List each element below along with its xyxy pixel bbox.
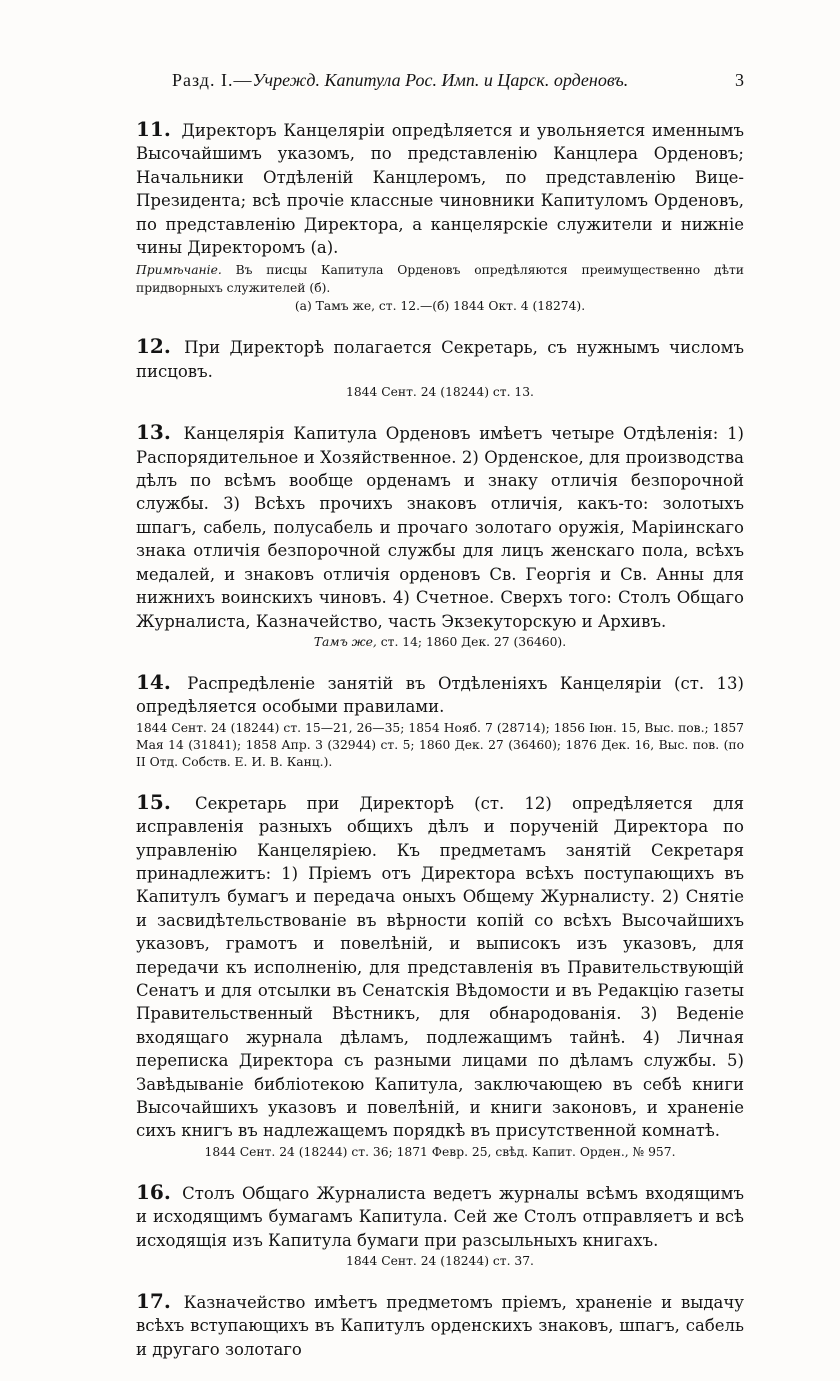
note-text: Въ писцы Капитула Орденовъ опредѣляются преимущественно дѣти придворныхъ служителей (б). bbox=[136, 263, 744, 296]
article-text: Канцелярія Капитула Орденовъ имѣетъ четыре Отдѣленія: 1) Распорядительное и Хозяйственное. 2) Орденское, для производства дѣлъ по всѣмъ вообще орденамъ и знаку отличія безпорочной службы. 3) Всѣхъ прочихъ знаковъ отличія, какъ-то: золотыхъ шпагъ, сабель, полусабель и прочаго золотаго оружія, Маріинскаго знака отличія безпорочной службы для лицъ женскаго пола, всѣхъ медалей, и знаковъ отличія орденовъ Св. Георгія и Св. Анны для нижнихъ воинскихъ чиновъ. 4) Счетное. Сверхъ того: Столъ Общаго Журналиста, Казначейство, часть Экзекуторскую и Архивъ. bbox=[136, 424, 744, 631]
section-label: Разд. I.— bbox=[172, 70, 253, 90]
article-number: 16. bbox=[136, 1179, 171, 1204]
article-number: 13. bbox=[136, 420, 171, 445]
article-11 bbox=[136, 118, 744, 315]
source-ref: ст. 14; 1860 Дек. 27 (36460). bbox=[380, 634, 567, 649]
article-source: 1844 Сент. 24 (18244) ст. 15—21, 26—35; 1854 Нояб. 7 (28714); 1856 Іюн. 15, Выс. пов.; 1857 Мая 14 (31841); 1858 Апр. 3 (32944) ст. 5; 1860 Дек. 27 (36460); 1876 Дек. 16, Выс. пов. (по II Отд. Собств. Е. И. В. Канц.). bbox=[136, 720, 744, 769]
note-lead: Примѣчаніе. bbox=[136, 263, 222, 278]
article-source: 1844 Сент. 24 (18244) ст. 36; 1871 Февр. 25, свѣд. Капит. Орден., № 957. bbox=[204, 1144, 676, 1159]
page bbox=[136, 70, 744, 1381]
article-body bbox=[136, 118, 744, 259]
article-number: 12. bbox=[136, 334, 171, 359]
article-note bbox=[136, 261, 744, 297]
article-source: (а) Тамъ же, ст. 12.—(б) 1844 Окт. 4 (18274). bbox=[294, 299, 586, 314]
article-source: 1844 Сент. 24 (18244) ст. 37. bbox=[346, 1254, 534, 1269]
article-text: При Директорѣ полагается Секретарь, съ нужнымъ числомъ писцовъ. bbox=[136, 338, 744, 381]
article-body bbox=[136, 791, 744, 1143]
article-number: 15. bbox=[136, 789, 171, 814]
article-text: Распредѣленіе занятій въ Отдѣленіяхъ Канцеляріи (ст. 13) опредѣляется особыми правилами. bbox=[136, 673, 744, 717]
source-ibid: Тамъ же, bbox=[313, 634, 377, 649]
article-body bbox=[136, 1181, 744, 1252]
page-number: 3 bbox=[735, 70, 744, 90]
article-body bbox=[136, 1290, 744, 1361]
article-text: Директоръ Канцеляріи опредѣляется и увольняется именнымъ Высочайшимъ указомъ, по представленію Канцлера Орденовъ; Начальники Отдѣленій Канцлеромъ, по представленію Вице-Президента; всѣ прочіе классные чиновники Капитуломъ Орденовъ, по представленію Директора, а канцелярскіе служители и нижніе чины Директоромъ (а). bbox=[136, 121, 744, 258]
article-text: Казначейство имѣетъ предметомъ пріемъ, храненіе и выдачу всѣхъ вступающихъ въ Капитулъ орденскихъ знаковъ, шпагъ, сабель и другаго золотаго bbox=[136, 1293, 744, 1359]
article-13 bbox=[136, 421, 744, 651]
article-source bbox=[136, 634, 744, 651]
article-body bbox=[136, 421, 744, 633]
article-source: 1844 Сент. 24 (18244) ст. 13. bbox=[346, 385, 534, 400]
running-title bbox=[172, 70, 628, 91]
chapter-title: Учрежд. Капитула Рос. Имп. и Царск. орденовъ. bbox=[252, 70, 629, 90]
article-15 bbox=[136, 791, 744, 1161]
article-16 bbox=[136, 1181, 744, 1270]
running-header bbox=[136, 70, 744, 100]
article-14 bbox=[136, 671, 744, 771]
article-body bbox=[136, 335, 744, 383]
article-text: Секретарь при Директорѣ (ст. 12) опредѣляется для исправленія разныхъ общихъ дѣлъ и порученій Директора по управленію Канцеляріею. Къ предметамъ занятій Секретаря принадлежитъ: 1) Пріемъ отъ Директора всѣхъ поступающихъ въ Капитулъ бумагъ и передача оныхъ Общему Журналисту. 2) Снятіе и засвидѣтельствованіе въ вѣрности копій со всѣхъ Высочайшихъ указовъ, грамотъ и повелѣній, и выписокъ изъ указовъ, для передачи къ исполненію, для представленія въ Правительствующій Сенатъ и для отсылки въ Сенатскія Вѣдомости и въ Редакцію газеты Правительственный Вѣстникъ, для обнародованія. 3) Веденіе входящаго журнала дѣламъ, подлежащимъ тайнѣ. 4) Личная переписка Директора съ разными лицами по дѣламъ службы. 5) Завѣдываніе библіотекою Капитула, заключающею въ себѣ книги Высочайшихъ указовъ и повелѣній, и книги законовъ, и храненіе сихъ книгъ въ надлежащемъ порядкѣ въ присутственной комнатѣ. bbox=[136, 793, 744, 1141]
article-text: Столъ Общаго Журналиста ведетъ журналы всѣмъ входящимъ и исходящимъ бумагамъ Капитула. Сей же Столъ отправляетъ и всѣ исходящія изъ Капитула бумаги при разсыльныхъ книгахъ. bbox=[136, 1183, 744, 1250]
article-body bbox=[136, 671, 744, 719]
article-number: 14. bbox=[136, 669, 171, 694]
article-number: 11. bbox=[136, 117, 171, 141]
article-17 bbox=[136, 1290, 744, 1361]
article-12 bbox=[136, 335, 744, 401]
article-number: 17. bbox=[136, 1289, 171, 1314]
